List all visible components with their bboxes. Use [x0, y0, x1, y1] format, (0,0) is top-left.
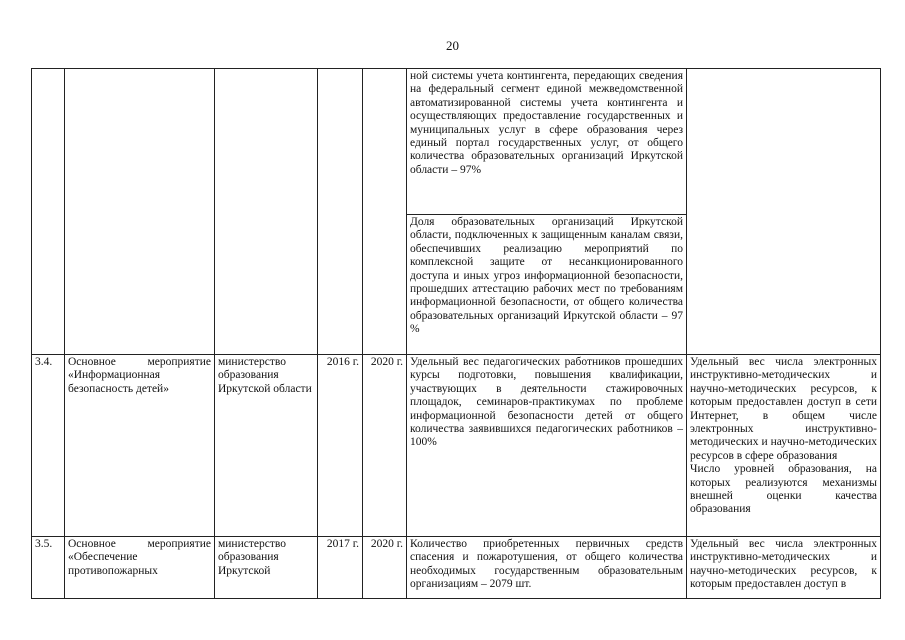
- cell-event: [65, 69, 215, 355]
- executor: министерство образования Иркутской области: [215, 355, 318, 537]
- row-number: 3.4.: [32, 355, 65, 537]
- start-year: 2017 г.: [318, 537, 363, 599]
- cell-result: [687, 69, 881, 355]
- result-text: Удельный вес числа электронных инструктивно-методических и научно-методических ресурсов, к которым предоставлен доступ в: [687, 537, 881, 599]
- result-text: Число уровней образования, на которых реализуются механизмы внешней оценки качества образования: [690, 463, 877, 516]
- table-row: [32, 355, 881, 537]
- page-number: 20: [446, 38, 459, 53]
- program-table: [31, 68, 881, 599]
- result-cell: [687, 355, 881, 537]
- row-number: 3.5.: [32, 537, 65, 599]
- cell-indicator: ной системы учета контингента, передающих сведения на федеральный сегмент единой межведомственной автоматизированной системы учета контингента и осуществляющих предоставление государственных и муниципальных услуг в сфере образования через единый портал государственных услуг, от общего количества образовательных организаций Иркутской области – 97%: [407, 69, 687, 215]
- end-year: 2020 г.: [363, 355, 407, 537]
- cell-indicator: Доля образовательных организаций Иркутской области, подключенных к защищенным каналам связи, обеспечивших реализацию мероприятий по комплексной защите от несанкционированного доступа и иных угроз информационной безопасности, прошедших аттестацию рабочих мест по требованиям информационной безопасности, от общего количества образовательных организаций Иркутской области – 97 %: [407, 215, 687, 355]
- event-name: Основное мероприятие «Обеспечение противопожарных: [65, 537, 215, 599]
- event-name: Основное мероприятие «Информационная безопасность детей»: [65, 355, 215, 537]
- cell-start: [318, 69, 363, 355]
- cell-end: [363, 69, 407, 355]
- table-row: [32, 537, 881, 599]
- cell-number: [32, 69, 65, 355]
- executor: министерство образования Иркутской: [215, 537, 318, 599]
- cell-executor: [215, 69, 318, 355]
- start-year: 2016 г.: [318, 355, 363, 537]
- indicator: Удельный вес педагогических работников прошедших курсы подготовки, повышения квалификации, участвующих в деятельности стажировочных площадок, семинаров-практикумах по проблеме информационной безопасности детей от общего количества заявившихся педагогических работников – 100%: [407, 355, 687, 537]
- result-text: Удельный вес числа электронных инструктивно-методических и научно-методических ресурсов, к которым предоставлен доступ в сети Интернет, в общем числе электронных инструктивно-методических и научно-методических ресурсов в сфере образования: [690, 356, 877, 462]
- table-row-continued-1: [32, 69, 881, 215]
- indicator: Количество приобретенных первичных средств спасения и пожаротушения, от общего количества необходимых государственным образовательным организациям – 2079 шт.: [407, 537, 687, 599]
- end-year: 2020 г.: [363, 537, 407, 599]
